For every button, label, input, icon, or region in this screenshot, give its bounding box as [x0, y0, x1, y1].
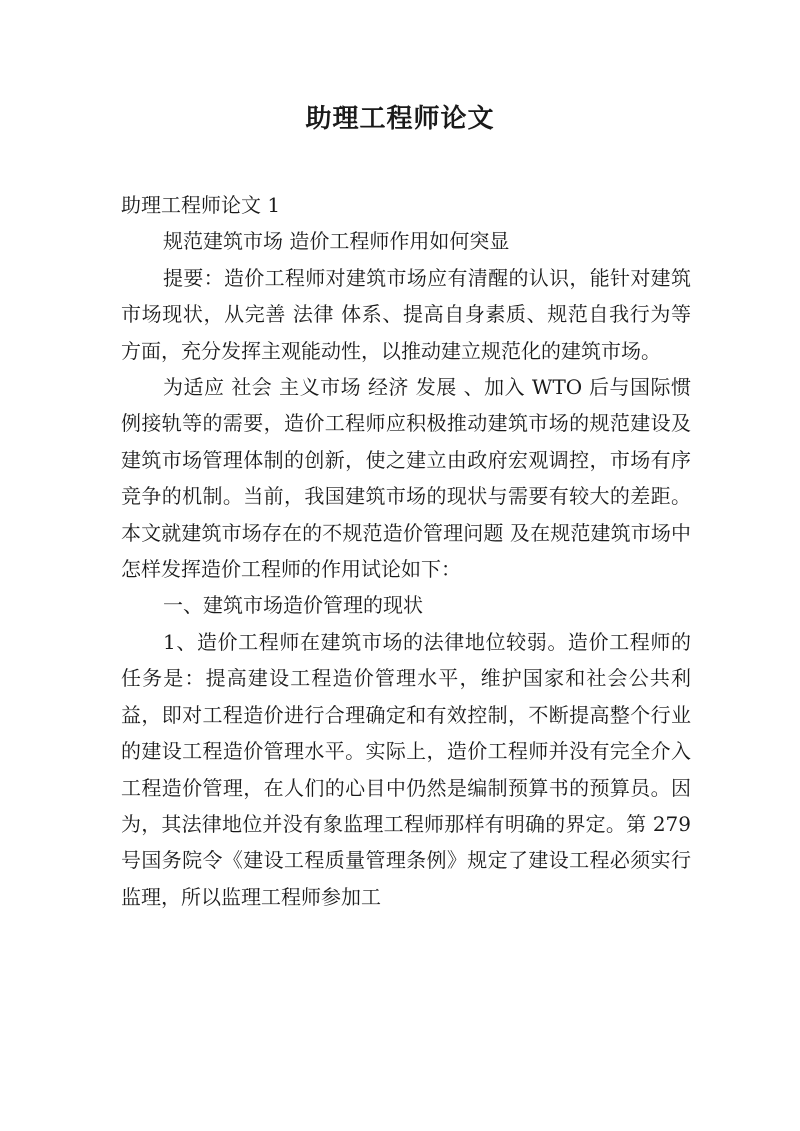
paragraph: 1、造价工程师在建筑市场的法律地位较弱。造价工程师的任务是：提高建设工程造价管理水平，维护国家和社会公共利益，即对工程造价进行合理确定和有效控制，不断提高整个行业的建设工程造价管理水平。实际上，造价工程师并没有完全介入工程造价管理，在人们的心目中仍然是编制预算书的预算员。因为，其法律地位并没有象监理工程师那样有明确的界定。第 279 号国务院令《建设工程质量管理条例》规定了建设工程必须实行监理，所以监理工程师参加工 [121, 629, 691, 909]
document-title: 助理工程师论文 [305, 104, 495, 134]
document-body [121, 187, 691, 915]
section-heading: 一、建筑市场造价管理的现状 [163, 593, 423, 618]
paragraph: 助理工程师论文 1 [121, 193, 281, 217]
paragraph: 规范建筑市场 造价工程师作用如何突显 [163, 229, 510, 254]
paragraph: 提要：造价工程师对建筑市场应有清醒的认识，能针对建筑市场现状，从完善 法律 体系、提高自身素质、规范自我行为等方面，充分发挥主观能动性，以推动建立规范化的建筑市场。 [121, 265, 691, 363]
paragraph: 为适应 社会 主义市场 经济 发展 、加入 WTO 后与国际惯例接轨等的需要，造价工程师应积极推动建筑市场的规范建设及建筑市场管理体制的创新，使之建立由政府宏观调控，市场有序竞争的机制。当前，我国建筑市场的现状与需要有较大的差距。本文就建筑市场存在的不规范造价管理问题 及在规范建筑市场中怎样发挥造价工程师的作用试论如下： [121, 375, 691, 582]
